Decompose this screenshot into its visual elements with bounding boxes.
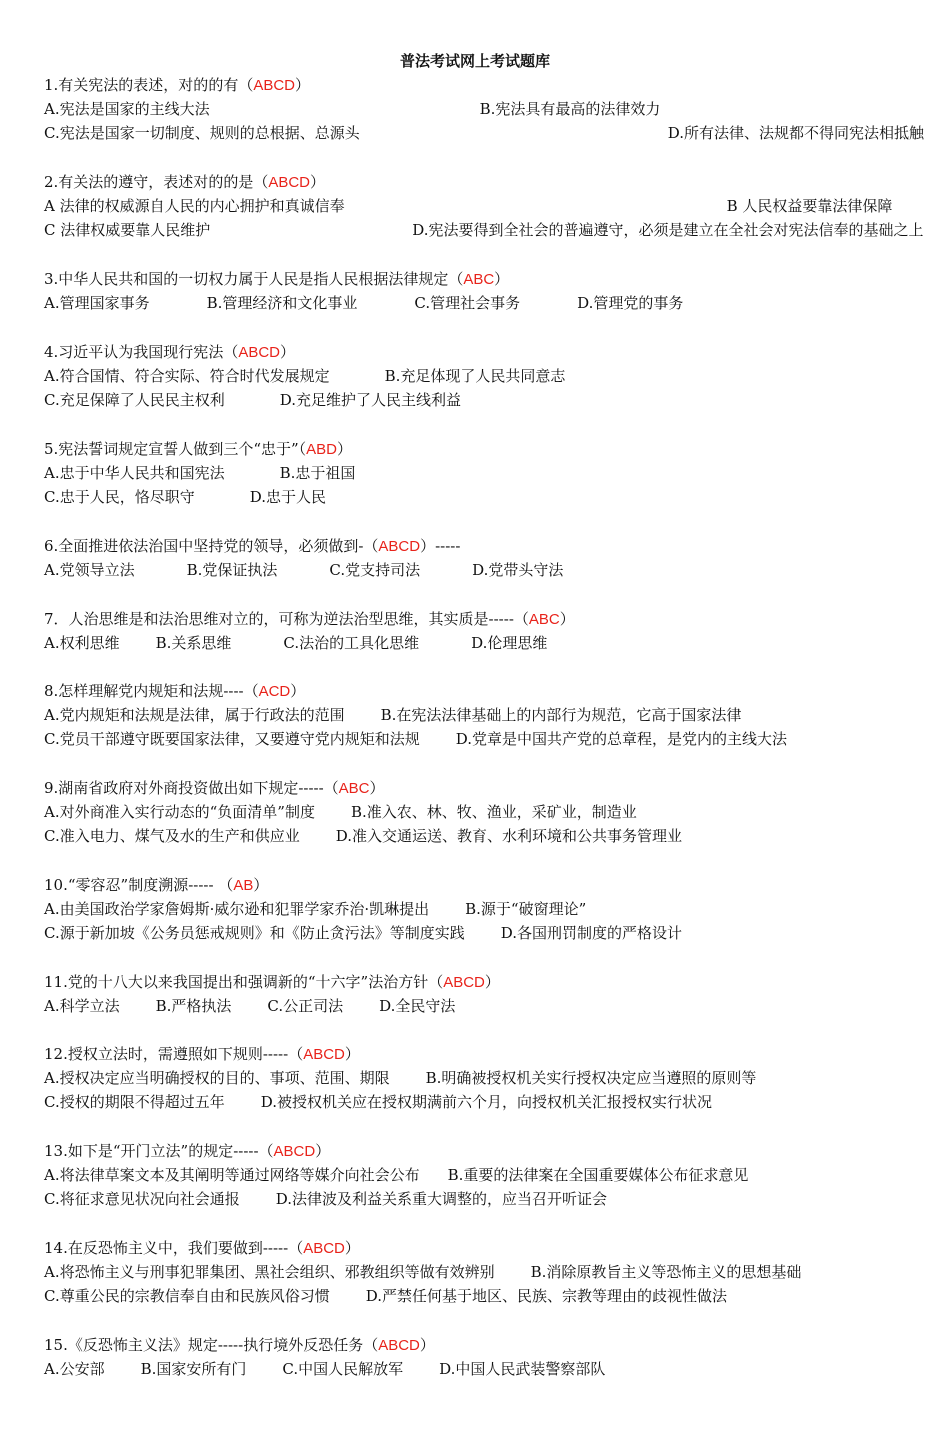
answer-key: ABCD [378,1337,420,1354]
question-text-end: ） [484,973,500,991]
question-text-end: ） [310,173,326,191]
question-text: 7．人治思维是和法治思维对立的，可称为逆法治型思维，其实质是-----（ [44,610,529,628]
option-b: B.在宪法法律基础上的内部行为规范，它高于国家法律 [380,706,742,724]
option-d: D.中国人民武装警察部队 [439,1360,606,1378]
option-row [44,921,924,945]
option-row [44,897,924,921]
question-text: 13.如下是“开门立法”的规定-----（ [44,1142,274,1160]
option-a: A.将恐怖主义与刑事犯罪集团、黑社会组织、邪教组织等做有效辨别 [44,1263,495,1281]
option-a: A.对外商准入实行动态的“负面清单”制度 [44,803,315,821]
question-stem [44,170,924,194]
option-row [44,485,924,509]
question-stem [44,73,924,97]
question-stem [44,534,924,558]
option-row [44,1187,924,1211]
answer-key: ABCD [238,344,281,361]
option-a: A.科学立法 [44,997,120,1015]
question-text: 12.授权立法时，需遵照如下规则-----（ [44,1045,304,1063]
option-row [44,631,924,655]
option-c: C.管理社会事务 [414,294,521,312]
option-row [44,1163,924,1187]
option-c: C.党支持司法 [329,561,421,579]
option-c: C.中国人民解放军 [282,1360,404,1378]
question-text: 14.在反恐怖主义中，我们要做到-----（ [44,1239,304,1257]
option-b: B.准入农、林、牧、渔业，采矿业，制造业 [350,803,637,821]
option-c: C.授权的期限不得超过五年 [44,1093,225,1111]
question-text: 11.党的十八大以来我国提出和强调新的“十六字”法治方针（ [44,973,444,991]
option-b: B.重要的法律案在全国重要媒体公布征求意见 [447,1166,749,1184]
option-d: D.伦理思维 [471,634,548,652]
question-text-end: ） [337,440,353,458]
option-row [44,218,924,242]
option-c: C.忠于人民，恪尽职守 [44,488,195,506]
question-stem [44,1139,924,1163]
question-stem [44,970,924,994]
question-text: 6.全面推进依法治国中坚持党的领导，必须做到-（ [44,537,379,555]
option-b: B.忠于祖国 [279,464,356,482]
question-text-end: ） [290,682,306,700]
question-stem [44,873,924,897]
question-3 [44,267,924,315]
question-text: 8.怎样理解党内规矩和法规----（ [44,682,259,700]
question-text: 1.有关宪法的表述，对的的有（ [44,76,254,94]
question-10 [44,873,924,945]
option-d: D.全民守法 [379,997,456,1015]
question-9 [44,776,924,848]
question-text: 10.“零容忍”制度溯源----- （ [44,876,234,894]
option-b: B.充足体现了人民共同意志 [384,367,566,385]
option-d: D.准入交通运送、教育、水利环境和公共事务管理业 [335,827,682,845]
question-12 [44,1042,924,1114]
question-7 [44,607,924,655]
option-c: C.公正司法 [267,997,344,1015]
option-d: D.充足维护了人民主线利益 [279,391,461,409]
question-stem [44,437,924,461]
option-c: C.尊重公民的宗教信奉自由和民族风俗习惯 [44,1287,330,1305]
option-b: B.消除原教旨主义等恐怖主义的思想基础 [530,1263,802,1281]
answer-key: ABCD [273,1143,316,1160]
answer-key: ABC [528,611,560,628]
option-row [44,1260,924,1284]
option-d: D.被授权机关应在授权期满前六个月，向授权机关汇报授权实行状况 [260,1093,712,1111]
answer-key: ACD [258,683,291,700]
option-row [44,1066,924,1090]
option-b: B.严格执法 [155,997,232,1015]
answer-key: ABD [306,441,337,458]
question-text-end: ） [369,779,385,797]
option-b: B.源于“破窗理论” [465,900,587,918]
option-c: C.充足保障了人民民主权利 [44,391,225,409]
option-d: D.党带头守法 [472,561,564,579]
option-c: C 法律权威要靠人民维护 [44,221,211,239]
option-a: A.权利思维 [44,634,120,652]
option-a: A.宪法是国家的主线大法 [44,100,210,118]
question-text-end: ） [253,876,269,894]
option-a: A.公安部 [44,1360,105,1378]
question-11 [44,970,924,1018]
option-row [44,800,924,824]
option-d: D.法律波及利益关系重大调整的，应当召开听证会 [275,1190,607,1208]
question-stem [44,267,924,291]
question-text: 4.习近平认为我国现行宪法（ [44,343,239,361]
option-d: D.严禁任何基于地区、民族、宗教等理由的歧视性做法 [365,1287,727,1305]
question-stem [44,1236,924,1260]
option-b: B.国家安所有门 [140,1360,247,1378]
question-4 [44,340,924,412]
option-row [44,994,924,1018]
question-stem [44,679,924,703]
option-row [44,727,924,751]
answer-key: ABCD [378,538,421,555]
answer-key: ABC [338,780,370,797]
option-d: D.各国刑罚制度的严格设计 [500,924,682,942]
option-b: B.党保证执法 [186,561,278,579]
option-b: B.管理经济和文化事业 [206,294,358,312]
question-15 [44,1333,924,1381]
question-stem [44,1333,924,1357]
question-text-end: ） [344,1045,360,1063]
question-stem [44,776,924,800]
option-row [44,1090,924,1114]
answer-key: ABCD [303,1046,345,1063]
option-row [44,388,924,412]
option-d: D.宪法要得到全社会的普遍遵守，必须是建立在全社会对宪法信奉的基础之上 [412,221,924,239]
question-stem [44,607,924,631]
option-row [44,291,924,315]
question-text-end: ）----- [420,537,461,555]
option-c: C.将征求意见状况向社会通报 [44,1190,240,1208]
document-title: 普法考试网上考试题库 [399,52,550,70]
question-text-end: ） [280,343,296,361]
option-row [44,824,924,848]
question-14 [44,1236,924,1308]
option-a: A.由美国政治学家詹姆斯·威尔逊和犯罪学家乔治·凯琳提出 [44,900,430,918]
option-b: B.明确被授权机关实行授权决定应当遵照的原则等 [425,1069,757,1087]
option-a: A.符合国情、符合实际、符合时代发展规定 [44,367,330,385]
question-stem [44,1042,924,1066]
option-a: A.党领导立法 [44,561,135,579]
answer-key: ABCD [303,1240,345,1257]
answer-key: ABCD [268,174,311,191]
option-c: C.源于新加坡《公务员惩戒规则》和《防止贪污法》等制度实践 [44,924,465,942]
option-a: A.忠于中华人民共和国宪法 [44,464,225,482]
question-text-end: ） [559,610,575,628]
option-row [44,97,924,121]
option-d: D.忠于人民 [249,488,326,506]
question-text-end: ） [344,1239,360,1257]
option-row [44,703,924,727]
question-text: 9.湖南省政府对外商投资做出如下规定-----（ [44,779,339,797]
option-d: D.管理党的事务 [577,294,684,312]
question-5 [44,437,924,509]
option-b: B.宪法具有最高的法律效力 [479,100,661,118]
question-text: 3.中华人民共和国的一切权力属于人民是指人民根据法律规定（ [44,270,464,288]
question-text-end: ） [295,76,311,94]
question-6 [44,534,924,582]
option-row [44,1284,924,1308]
question-1 [44,73,924,145]
option-b: B 人民权益要靠法律保障 [726,197,893,215]
option-d: D.党章是中国共产党的总章程，是党内的主线大法 [455,730,787,748]
option-row [44,461,924,485]
option-c: C.党员干部遵守既要国家法律，又要遵守党内规矩和法规 [44,730,420,748]
question-text: 15.《反恐怖主义法》规定-----执行境外反恐任务（ [44,1336,379,1354]
option-c: C.法治的工具化思维 [283,634,420,652]
option-row [44,1357,924,1381]
answer-key: ABC [463,271,495,288]
question-text-end: ） [419,1336,435,1354]
option-a: A.党内规矩和法规是法律，属于行政法的范围 [44,706,345,724]
question-8 [44,679,924,751]
option-d: D.所有法律、法规都不得同宪法相抵触 [667,124,924,142]
option-c: C.宪法是国家一切制度、规则的总根据、总源头 [44,124,360,142]
option-a: A 法律的权威源自人民的内心拥护和真诚信奉 [44,197,345,215]
question-2 [44,170,924,242]
option-row [44,194,924,218]
option-row [44,558,924,582]
option-a: A.管理国家事务 [44,294,150,312]
option-row [44,121,924,145]
option-a: A.授权决定应当明确授权的目的、事项、范围、期限 [44,1069,390,1087]
option-row [44,364,924,388]
question-text-end: ） [494,270,510,288]
option-a: A.将法律草案文本及其阐明等通过网络等媒介向社会公布 [44,1166,420,1184]
answer-key: AB [233,877,254,894]
answer-key: ABCD [443,974,485,991]
option-c: C.准入电力、煤气及水的生产和供应业 [44,827,300,845]
question-text-end: ） [315,1142,331,1160]
question-text: 2.有关法的遵守，表述对的的是（ [44,173,269,191]
question-stem [44,340,924,364]
option-b: B.关系思维 [155,634,232,652]
question-text: 5.宪法誓词规定宣誓人做到三个“忠于”（ [44,440,307,458]
question-13 [44,1139,924,1211]
answer-key: ABCD [253,77,296,94]
